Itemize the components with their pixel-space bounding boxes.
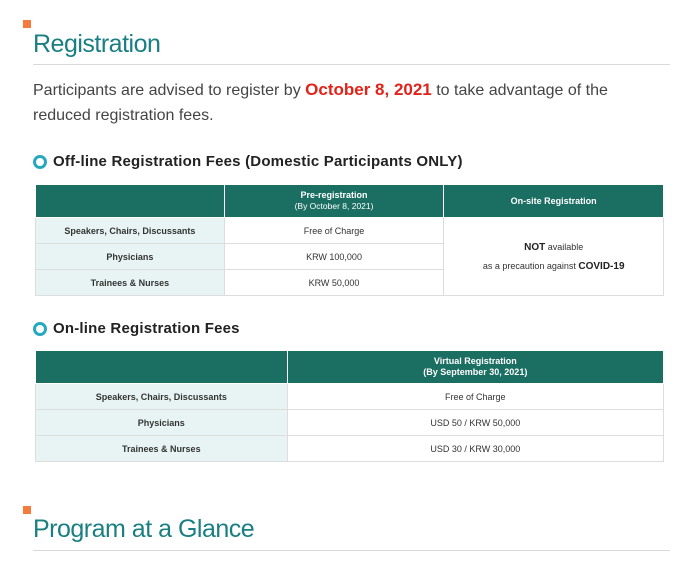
- orange-marker-icon: [23, 20, 31, 28]
- program-title: Program at a Glance: [33, 515, 255, 543]
- offline-fees-table: [35, 184, 664, 296]
- row-fee: USD 30 / KRW 30,000: [287, 436, 663, 462]
- header-category: [36, 351, 288, 384]
- circle-bullet-icon: [33, 155, 47, 169]
- header-virtual-label: Virtual Registration: [433, 356, 517, 366]
- row-label: Trainees & Nurses: [36, 436, 288, 462]
- header-onsite-registration: On-site Registration: [444, 185, 664, 218]
- header-pre-registration: [224, 185, 444, 218]
- table-row: [36, 410, 664, 436]
- row-fee: KRW 50,000: [224, 270, 444, 296]
- offline-fees-title: Off-line Registration Fees (Domestic Participants ONLY): [53, 153, 463, 170]
- available-label: available: [545, 241, 584, 252]
- table-row: [36, 218, 664, 244]
- program-section-heading: [33, 508, 670, 551]
- header-category: [36, 185, 225, 218]
- table-header-row: [36, 351, 664, 384]
- header-virtual-registration: [287, 351, 663, 384]
- intro-text-before: Participants are advised to register by: [33, 82, 306, 99]
- precaution-label: as a precaution against: [482, 260, 579, 271]
- row-label: Speakers, Chairs, Discussants: [36, 384, 288, 410]
- header-virtual-date: (By September 30, 2021): [423, 367, 528, 377]
- table-row: [36, 384, 664, 410]
- row-fee: USD 50 / KRW 50,000: [287, 410, 663, 436]
- not-label: NOT: [524, 241, 546, 253]
- table-row: [36, 436, 664, 462]
- row-fee: Free of Charge: [287, 384, 663, 410]
- header-pre-label: Pre-registration: [300, 190, 368, 200]
- row-label: Trainees & Nurses: [36, 270, 225, 296]
- registration-intro: [33, 77, 633, 128]
- onsite-not-available-cell: [444, 218, 664, 296]
- row-label: Physicians: [36, 244, 225, 270]
- orange-marker-icon: [23, 506, 31, 514]
- row-label: Speakers, Chairs, Discussants: [36, 218, 225, 244]
- row-fee: Free of Charge: [224, 218, 444, 244]
- row-label: Physicians: [36, 410, 288, 436]
- circle-bullet-icon: [33, 322, 47, 336]
- online-fees-table: [35, 350, 664, 462]
- online-fees-subheading: [33, 320, 240, 337]
- table-header-row: [36, 185, 664, 218]
- row-fee: KRW 100,000: [224, 244, 444, 270]
- deadline-date: October 8, 2021: [305, 80, 432, 99]
- header-pre-date: (By October 8, 2021): [294, 201, 374, 211]
- covid-label: COVID-19: [578, 260, 625, 272]
- offline-fees-subheading: [33, 153, 463, 170]
- registration-section-heading: [33, 24, 670, 65]
- online-fees-title: On-line Registration Fees: [53, 320, 240, 337]
- registration-title: Registration: [33, 30, 161, 58]
- intro-text-after: to take advantage of the reduced registration fees.: [33, 82, 608, 124]
